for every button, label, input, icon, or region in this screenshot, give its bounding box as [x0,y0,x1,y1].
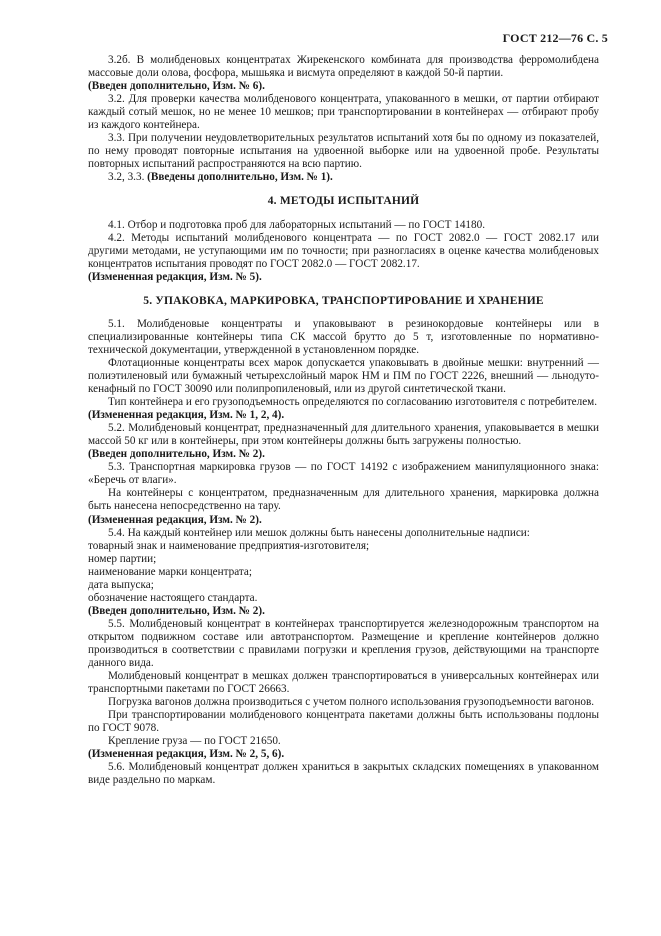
page-header: ГОСТ 212—76 С. 5 [502,31,608,45]
amendment-note: (Измененная редакция, Изм. № 5). [88,270,262,283]
paragraph: 3.2б. В молибденовых концентратах Жирекенского комбината для производства ферромолибдена массовые доли олова, фосфора, мышьяка и висмута определяют в каждой 50-й партии. [88,54,599,80]
amendment-note: (Измененная редакция, Изм. № 2). [88,513,262,526]
amendment-note: (Измененная редакция, Изм. № 1, 2, 4). [88,409,285,422]
document-body [88,54,599,787]
paragraph: 3.2. Для проверки качества молибденового концентрата, упакованного в мешки, от партии отбирают каждый сотый мешок, но не менее 10 мешков; при транспортировании в контейнерах — отбирают пробу из каждого контейнера. [88,93,599,132]
paragraph: 5.3. Транспортная маркировка грузов — по ГОСТ 14192 с изображением манипуляционного знака: «Беречь от влаги». [88,461,599,487]
list-item: товарный знак и наименование предприятия-изготовителя; [88,539,370,552]
paragraph: На контейнеры с концентратом, предназначенным для длительного хранения, маркировка должна быть нанесена непосредственно на тару. [88,487,599,513]
amendment-note: (Введен дополнительно, Изм. № 6). [88,80,265,93]
paragraph [88,171,599,184]
list-item: номер партии; [88,552,157,565]
paragraph: 5.1. Молибденовые концентраты и упаковывают в резинокордовые контейнеры или в специализированные контейнеры типа СК массой брутто до 5 т, изготовленные по нормативно-технической документации, утвержденной в установленном порядке. [88,317,599,356]
list-item: обозначение настоящего стандарта. [88,591,258,604]
amendment-note: (Введен дополнительно, Изм. № 2). [88,604,265,617]
paragraph: Флотационные концентраты всех марок допускается упаковывать в двойные мешки: внутренний — полиэтиленовый или бумажный четырехслойный марок НМ и ПМ по ГОСТ 2226, внешний — льнодуто-кенафный по ГОСТ 30090 или полипропиленовый, или из другой синтетической ткани. [88,356,599,396]
paragraph: 3.3. При получении неудовлетворительных результатов испытаний хотя бы по одному из показателей, по нему проводят повторные испытания на удвоенной выборке или на удвоенной пробе. Результаты повторных испытаний распространяются на всю партию. [88,132,599,171]
section-heading: 5. УПАКОВКА, МАРКИРОВКА, ТРАНСПОРТИРОВАНИЕ И ХРАНЕНИЕ [143,294,544,307]
paragraph-number: 3.2, 3.3. [108,171,148,184]
list-item: наименование марки концентрата; [88,565,252,578]
paragraph: 5.5. Молибденовый концентрат в контейнерах транспортируется железнодорожным транспортом на открытом подвижном составе или автотранспортом. Размещение и крепление контейнеров должно производиться в соответствии с правилами погрузки и крепления грузов, действующими на транспорте данного вида. [88,617,599,670]
paragraph: При транспортировании молибденового концентрата пакетами должны быть использованы подлоны по ГОСТ 9078. [88,709,599,735]
list-item: дата выпуска; [88,578,154,591]
paragraph: 5.4. На каждый контейнер или мешок должны быть нанесены дополнительные надписи: [108,526,530,539]
paragraph: 4.1. Отбор и подготовка проб для лабораторных испытаний — по ГОСТ 14180. [108,218,485,231]
paragraph: 4.2. Методы испытаний молибденового концентрата — по ГОСТ 2082.0 — ГОСТ 2082.17 или другими методами, не уступающими им по точности; при разногласиях в оценке качества молибденовых концентратов испытания проводят по ГОСТ 2082.0 — ГОСТ 2082.17. [88,231,599,270]
amendment-note: (Введены дополнительно, Изм. № 1). [147,171,333,184]
paragraph: Молибденовый концентрат в мешках должен транспортироваться в универсальных контейнерах или транспортными пакетами по ГОСТ 26663. [88,670,599,696]
paragraph: Погрузка вагонов должна производиться с учетом полного использования грузоподъемности вагонов. [108,696,595,709]
section-heading: 4. МЕТОДЫ ИСПЫТАНИЙ [267,195,420,208]
paragraph: 5.2. Молибденовый концентрат, предназначенный для длительного хранения, упаковывается в мешки массой 50 кг или в контейнеры, при этом контейнеры должны быть загружены полностью. [88,422,599,448]
paragraph: Крепление груза — по ГОСТ 21650. [108,735,281,748]
amendment-note: (Введен дополнительно, Изм. № 2). [88,448,265,461]
paragraph: 5.6. Молибденовый концентрат должен храниться в закрытых складских помещениях в упакованном виде раздельно по маркам. [88,761,599,787]
amendment-note: (Измененная редакция, Изм. № 2, 5, 6). [88,748,285,761]
paragraph: Тип контейнера и его грузоподъемность определяются по согласованию изготовителя с потребителем. [108,396,598,409]
